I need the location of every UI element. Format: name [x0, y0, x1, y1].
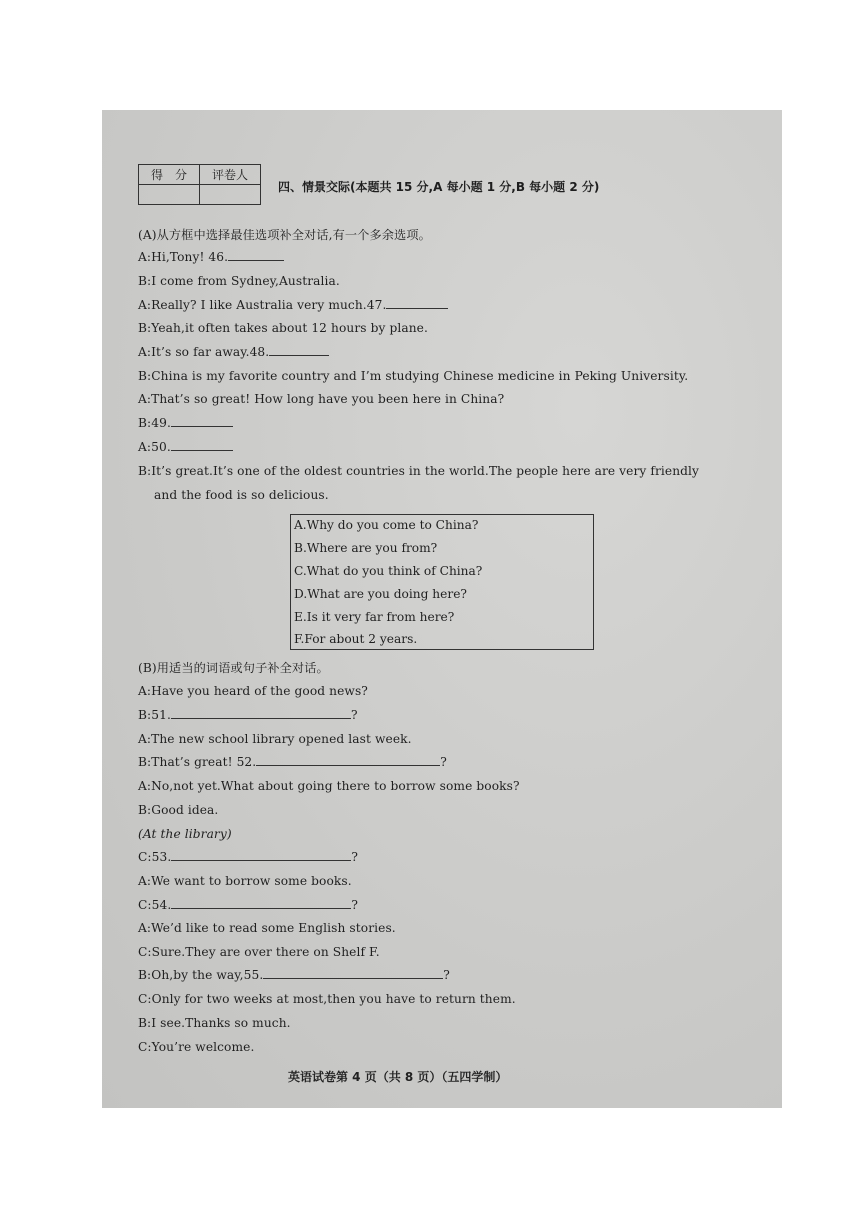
dialog-line: B:I come from Sydney,Australia.	[138, 274, 340, 288]
dialog-line: B:China is my favorite country and I’m studying Chinese medicine in Peking University.	[138, 369, 689, 383]
answer-blank[interactable]	[171, 898, 351, 909]
dialog-line: B:Yeah,it often takes about 12 hours by plane.	[138, 321, 428, 335]
grader-label: 评卷人	[200, 165, 261, 185]
dialog-line: A:Have you heard of the good news?	[138, 684, 368, 698]
dialog-line: B:51. ?	[138, 708, 358, 722]
answer-blank[interactable]	[256, 755, 440, 766]
dialog-line: C:53. ?	[138, 850, 358, 864]
score-cell	[139, 185, 200, 205]
part-b-instruction: (B)用适当的词语或句子补全对话。	[138, 661, 329, 675]
section-title: 四、情景交际(本题共 15 分,A 每小题 1 分,B 每小题 2 分)	[278, 180, 600, 194]
dialog-line: A:Hi,Tony! 46.	[138, 250, 284, 264]
dialog-line: C:Sure.They are over there on Shelf F.	[138, 945, 380, 959]
grader-cell	[200, 185, 261, 205]
dialog-line: B:49.	[138, 416, 233, 430]
part-a-instruction: (A)从方框中选择最佳选项补全对话,有一个多余选项。	[138, 228, 431, 242]
option-e: E.Is it very far from here?	[294, 610, 455, 624]
answer-blank[interactable]	[171, 708, 351, 719]
dialog-line: A:That’s so great! How long have you been here in China?	[138, 392, 505, 406]
score-label: 得 分	[139, 165, 200, 185]
dialog-line: C:54. ?	[138, 898, 358, 912]
dialog-line: B:Good idea.	[138, 803, 219, 817]
score-table	[138, 164, 261, 205]
answer-blank[interactable]	[228, 250, 284, 261]
dialog-line: A:Really? I like Australia very much.47.	[138, 298, 448, 312]
answer-blank[interactable]	[263, 968, 443, 979]
dialog-line: and the food is so delicious.	[154, 488, 329, 502]
dialog-line: A:We want to borrow some books.	[138, 874, 352, 888]
answer-blank[interactable]	[171, 850, 351, 861]
dialog-line: A:No,not yet.What about going there to borrow some books?	[138, 779, 520, 793]
dialog-line: B:Oh,by the way,55. ?	[138, 968, 450, 982]
answer-blank[interactable]	[386, 298, 448, 309]
dialog-line: A:We’d like to read some English stories.	[138, 921, 396, 935]
answer-blank[interactable]	[269, 345, 329, 356]
dialog-line: A:The new school library opened last week.	[138, 732, 412, 746]
answer-blank[interactable]	[171, 416, 233, 427]
dialog-line: A:It’s so far away.48.	[138, 345, 329, 359]
dialog-line: C:You’re welcome.	[138, 1040, 255, 1054]
answer-blank[interactable]	[171, 440, 233, 451]
option-d: D.What are you doing here?	[294, 587, 467, 601]
option-a: A.Why do you come to China?	[294, 518, 479, 532]
dialog-line: C:Only for two weeks at most,then you have to return them.	[138, 992, 516, 1006]
option-f: F.For about 2 years.	[294, 632, 418, 646]
page-footer: 英语试卷第 4 页（共 8 页）（五四学制）	[288, 1070, 508, 1084]
exam-page	[102, 110, 782, 1108]
dialog-line: B:It’s great.It’s one of the oldest countries in the world.The people here are very friendly	[138, 464, 700, 478]
dialog-line: A:50.	[138, 440, 233, 454]
dialog-line: B:I see.Thanks so much.	[138, 1016, 291, 1030]
option-b: B.Where are you from?	[294, 541, 438, 555]
option-c: C.What do you think of China?	[294, 564, 483, 578]
options-box	[290, 514, 594, 650]
scene-note: (At the library)	[138, 827, 232, 841]
dialog-line: B:That’s great! 52. ?	[138, 755, 447, 769]
